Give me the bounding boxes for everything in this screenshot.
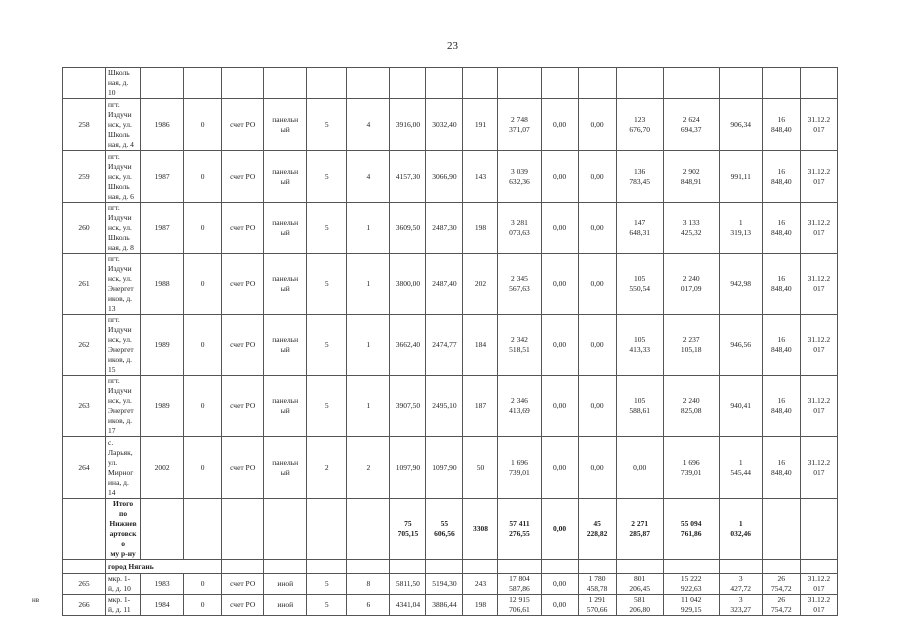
area-living-cell: 3886,44	[432, 600, 457, 609]
residents-cell: 198	[474, 223, 487, 232]
entrances-cell: 2	[366, 462, 371, 472]
entrances-cell: 4	[366, 119, 371, 129]
year-cell: 1983	[154, 579, 170, 588]
entrances-cell: 1	[366, 340, 371, 349]
area-living-cell: 3066,90	[432, 171, 457, 181]
empty-cell	[616, 560, 663, 574]
empty-cell	[719, 560, 762, 574]
floors-cell: 5	[324, 279, 329, 288]
total-c14-cell: 2 271 285,87	[629, 519, 650, 538]
entrances-cell: 6	[366, 600, 371, 609]
empty-cell	[578, 560, 616, 574]
fund-method-cell: счет РО	[230, 119, 256, 129]
area-living-cell: 2474,77	[432, 340, 457, 349]
area-total-cell: 3916,00	[395, 119, 421, 129]
empty-cell	[762, 560, 800, 574]
empty-cell	[63, 560, 106, 574]
fund-method-cell: счет РО	[230, 171, 256, 181]
date-cell: 31.12.2 017	[807, 335, 831, 354]
empty-cell	[347, 560, 390, 574]
value-cell: 801 206,45	[629, 574, 650, 593]
area-total-cell: 3907,50	[395, 401, 421, 410]
floors-cell: 5	[324, 579, 329, 588]
value-cell: 0,00	[552, 462, 567, 472]
empty-cell	[762, 499, 800, 560]
value-cell: 3 323,27	[730, 595, 752, 614]
area-total-cell: 3609,50	[395, 223, 421, 232]
empty-cell	[800, 499, 837, 560]
address-cell: мкр. 1- й, д. 11	[108, 595, 131, 614]
date-cell: 31.12.2 017	[807, 457, 831, 477]
empty-cell	[264, 560, 307, 574]
value-cell: 0,00	[633, 462, 647, 472]
residents-cell: 143	[474, 171, 487, 181]
value-cell: 0,00	[590, 462, 604, 472]
entrances-cell: 1	[366, 223, 371, 232]
address-cell: пгт. Издучи нск, ул. Энергет иков, д. 15	[108, 315, 134, 374]
residents-cell: 191	[474, 119, 487, 129]
value-cell: 136 783,45	[629, 166, 650, 186]
year-cell: 1987	[154, 223, 170, 232]
value-cell: 0,00	[552, 119, 567, 129]
cost-total-cell: 3 281 073,63	[509, 218, 530, 237]
value-cell: 1 319,13	[730, 218, 752, 237]
wall-material-cell: панельн ый	[272, 114, 299, 134]
date-cell: 31.12.2 017	[807, 114, 831, 134]
cost-total-cell: 2 748 371,07	[509, 114, 530, 134]
floors-cell: 5	[324, 119, 329, 129]
value-cell: 0,00	[590, 401, 604, 410]
table-row	[63, 254, 838, 315]
empty-cell	[663, 560, 719, 574]
table-row	[63, 437, 838, 499]
fund-method-cell: счет РО	[230, 340, 256, 349]
empty-cell	[307, 499, 347, 560]
empty-cell	[264, 499, 307, 560]
continuation-row	[63, 68, 838, 99]
address-cell: мкр. 1- й, д. 10	[108, 574, 131, 593]
date-cell: 31.12.2 017	[807, 274, 831, 293]
value-cell: 0	[200, 279, 205, 288]
row-number-cell: 259	[78, 171, 90, 181]
value-cell: 11 042 929,15	[680, 595, 702, 614]
area-living-cell: 1097,90	[432, 462, 457, 472]
value-cell: 0,00	[590, 171, 604, 181]
value-cell: 0	[200, 600, 205, 609]
value-cell: 942,98	[730, 279, 752, 288]
empty-cell	[141, 499, 184, 560]
value-cell: 0,00	[552, 171, 567, 181]
cost-total-cell: 2 346 413,69	[509, 396, 530, 415]
value-cell: 1 696 739,01	[680, 457, 702, 477]
residents-cell: 50	[476, 462, 485, 472]
page-number: 23	[447, 40, 458, 52]
floors-cell: 5	[324, 223, 329, 232]
date-cell: 31.12.2 017	[807, 595, 831, 614]
value-cell: 0,00	[552, 401, 567, 410]
value-cell: 2 240 017,09	[680, 274, 702, 293]
cost-total-cell: 12 915 706,61	[509, 595, 530, 614]
value-cell: 3 133 425,32	[680, 218, 702, 237]
wall-material-cell: панельн ый	[272, 166, 299, 186]
address-cell: пгт. Издучи нск, ул. Энергет иков, д. 17	[108, 376, 134, 435]
value-cell: 123 676,70	[629, 114, 650, 134]
value-cell: 0,00	[590, 223, 604, 232]
value-cell: 105 588,61	[629, 396, 650, 415]
row-number-cell: 266	[78, 600, 90, 609]
value-cell: 0	[200, 340, 205, 349]
value-cell: 0	[200, 223, 205, 232]
date-cell: 31.12.2 017	[807, 166, 831, 186]
address-cell: Школь ная, д. 10	[108, 68, 130, 97]
date-cell: 31.12.2 017	[807, 396, 831, 415]
value-cell: 147 648,31	[629, 218, 650, 237]
value-cell: 2 240 825,08	[680, 396, 702, 415]
value-cell: 15 222 922,63	[680, 574, 702, 593]
empty-cell	[63, 499, 106, 560]
empty-cell	[498, 560, 541, 574]
section-label: город Нягань	[108, 561, 154, 571]
row-number-cell: 262	[78, 340, 90, 349]
area-living-cell: 3032,40	[432, 119, 457, 129]
total-c13-cell: 45 228,82	[586, 519, 608, 538]
residents-cell: 187	[474, 401, 487, 410]
value-cell: 0	[200, 579, 205, 588]
wall-material-cell: иной	[277, 579, 294, 588]
year-cell: 1989	[154, 340, 170, 349]
value-cell: 1 780 458,78	[586, 574, 608, 593]
row-number-cell: 260	[78, 223, 90, 232]
footer-mark: нв	[32, 596, 40, 604]
table-row	[63, 315, 838, 376]
area-living-cell: 2487,30	[432, 223, 457, 232]
value-cell: 0,00	[552, 279, 567, 288]
area-living-cell: 2495,10	[432, 401, 457, 410]
empty-cell	[426, 560, 463, 574]
area-living-cell: 2487,40	[432, 279, 457, 288]
value-cell: 0,00	[552, 340, 567, 349]
total-c16-cell: 1 032,46	[730, 519, 752, 538]
value-cell: 16 848,40	[770, 166, 792, 186]
value-cell: 16 848,40	[770, 457, 792, 477]
table-row	[63, 595, 838, 616]
total-label: Итого по Нижневартовско му р-ну	[109, 499, 137, 558]
total-c12-cell: 0,00	[552, 524, 567, 533]
residents-cell: 243	[474, 579, 487, 588]
residents-cell: 184	[474, 340, 487, 349]
wall-material-cell: панельн ый	[272, 457, 299, 477]
floors-cell: 5	[324, 401, 329, 410]
fund-method-cell: счет РО	[230, 401, 256, 410]
value-cell: 0	[200, 119, 205, 129]
value-cell: 0	[200, 171, 205, 181]
empty-cell	[184, 499, 222, 560]
value-cell: 1 545,44	[730, 457, 752, 477]
year-cell: 1989	[154, 401, 170, 410]
table-row	[63, 151, 838, 203]
housing-register-table	[62, 67, 838, 616]
entrances-cell: 4	[366, 171, 371, 181]
value-cell: 946,56	[730, 340, 752, 349]
address-cell: с. Ларьяк, ул. Мирног ина, д. 14	[108, 437, 134, 497]
residents-cell: 202	[474, 279, 487, 288]
floors-cell: 5	[324, 340, 329, 349]
empty-cell	[541, 560, 578, 574]
empty-cell	[347, 499, 390, 560]
area-total-cell: 1097,90	[395, 462, 421, 472]
floors-cell: 5	[324, 171, 329, 181]
value-cell: 26 754,72	[770, 574, 792, 593]
value-cell: 0,00	[552, 579, 567, 588]
fund-method-cell: счет РО	[230, 600, 256, 609]
row-number-cell: 261	[78, 279, 90, 288]
wall-material-cell: панельн ый	[272, 335, 299, 354]
year-cell: 2002	[154, 462, 170, 472]
empty-cell	[222, 560, 264, 574]
total-area-living-cell: 55 606,56	[434, 519, 455, 538]
residents-cell: 198	[474, 600, 487, 609]
value-cell: 2 624 694,37	[680, 114, 702, 134]
total-c15-cell: 55 094 761,86	[680, 519, 702, 538]
value-cell: 16 848,40	[770, 335, 792, 354]
year-cell: 1988	[154, 279, 170, 288]
value-cell: 2 902 848,91	[680, 166, 702, 186]
value-cell: 0,00	[590, 119, 604, 129]
value-cell: 16 848,40	[770, 396, 792, 415]
floors-cell: 5	[324, 600, 329, 609]
area-living-cell: 5194,30	[432, 579, 457, 588]
cost-total-cell: 3 039 632,36	[509, 166, 530, 186]
row-number-cell: 265	[78, 579, 90, 588]
cost-total-cell: 2 345 567,63	[509, 274, 530, 293]
value-cell: 105 413,33	[629, 335, 650, 354]
total-cost-total-cell: 57 411 276,55	[509, 519, 530, 538]
value-cell: 0,00	[590, 340, 604, 349]
value-cell: 105 550,54	[629, 274, 650, 293]
entrances-cell: 8	[366, 579, 371, 588]
entrances-cell: 1	[366, 279, 371, 288]
address-cell: пгт. Издучи нск, ул. Энергет иков, д. 13	[108, 254, 134, 313]
total-residents-cell: 3308	[472, 524, 488, 533]
empty-cell	[800, 560, 837, 574]
empty-cell	[390, 560, 426, 574]
wall-material-cell: иной	[277, 600, 294, 609]
date-cell: 31.12.2 017	[807, 574, 831, 593]
entrances-cell: 1	[366, 401, 371, 410]
cost-total-cell: 2 342 518,51	[509, 335, 530, 354]
value-cell: 0,00	[552, 223, 567, 232]
fund-method-cell: счет РО	[230, 279, 256, 288]
area-total-cell: 5811,50	[395, 579, 420, 588]
year-cell: 1987	[154, 171, 170, 181]
value-cell: 16 848,40	[770, 218, 792, 237]
value-cell: 0	[200, 462, 205, 472]
value-cell: 0,00	[552, 600, 567, 609]
value-cell: 0,00	[590, 279, 604, 288]
value-cell: 1 291 570,66	[586, 595, 608, 614]
table-row	[63, 99, 838, 151]
year-cell: 1986	[154, 119, 170, 129]
cost-total-cell: 17 804 587,86	[509, 574, 530, 593]
value-cell: 16 848,40	[770, 114, 792, 134]
value-cell: 3 427,72	[730, 574, 752, 593]
date-cell: 31.12.2 017	[807, 218, 831, 237]
wall-material-cell: панельн ый	[272, 218, 299, 237]
value-cell: 0	[200, 401, 205, 410]
cost-total-cell: 1 696 739,01	[509, 457, 530, 477]
address-cell: пгт. Издучи нск, ул. Школь ная, д. 8	[108, 203, 134, 252]
year-cell: 1984	[154, 600, 170, 609]
total-row	[63, 499, 838, 560]
row-number-cell: 264	[78, 462, 90, 472]
table-row	[63, 574, 838, 595]
row-number-cell: 258	[78, 119, 90, 129]
value-cell: 940,41	[730, 401, 752, 410]
table-row	[63, 376, 838, 437]
area-total-cell: 3800,00	[395, 279, 421, 288]
empty-cell	[463, 560, 498, 574]
wall-material-cell: панельн ый	[272, 274, 299, 293]
row-number-cell: 263	[78, 401, 90, 410]
value-cell: 16 848,40	[770, 274, 792, 293]
area-total-cell: 4157,30	[395, 171, 421, 181]
wall-material-cell: панельн ый	[272, 396, 299, 415]
floors-cell: 2	[324, 462, 329, 472]
fund-method-cell: счет РО	[230, 223, 256, 232]
empty-cell	[222, 499, 264, 560]
area-total-cell: 4341,04	[395, 600, 421, 609]
value-cell: 581 206,80	[629, 595, 650, 614]
area-total-cell: 3662,40	[395, 340, 421, 349]
fund-method-cell: счет РО	[230, 579, 256, 588]
fund-method-cell: счет РО	[230, 462, 256, 472]
table-row	[63, 203, 838, 254]
address-cell: пгт. Издучи нск, ул. Школь ная, д. 6	[108, 151, 134, 201]
section-row	[63, 560, 838, 574]
total-area-total-cell: 75 705,15	[397, 519, 419, 538]
value-cell: 26 754,72	[770, 595, 792, 614]
address-cell: пгт. Издучи нск, ул. Школь ная, д. 4	[108, 99, 134, 149]
value-cell: 991,11	[730, 171, 751, 181]
empty-cell	[307, 560, 347, 574]
value-cell: 2 237 105,18	[680, 335, 702, 354]
value-cell: 906,34	[730, 119, 752, 129]
